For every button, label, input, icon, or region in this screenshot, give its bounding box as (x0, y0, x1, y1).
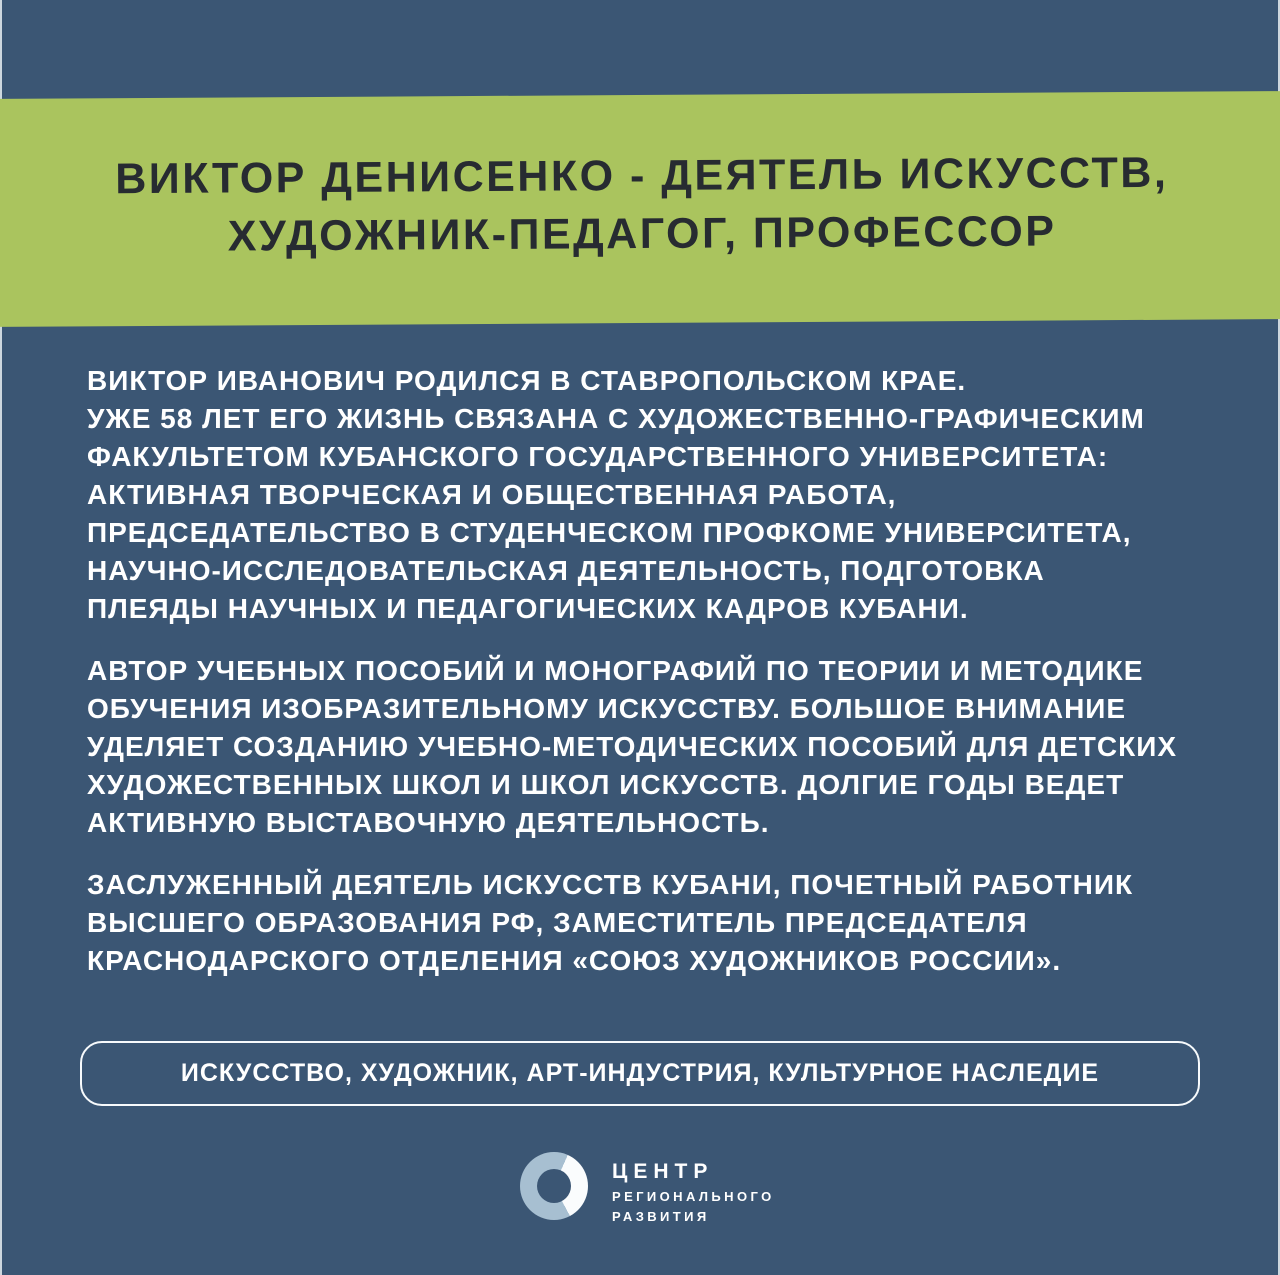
poster-background (2, 0, 1278, 1275)
logo-subtitle-line-1: РЕГИОНАЛЬНОГО (612, 1189, 775, 1204)
tags-label: ИСКУССТВО, ХУДОЖНИК, АРТ-ИНДУСТРИЯ, КУЛЬТУРНОЕ НАСЛЕДИЕ (180, 1059, 1100, 1087)
text-line: ХУДОЖЕСТВЕННЫХ ШКОЛ И ШКОЛ ИСКУССТВ. ДОЛГИЕ ГОДЫ ВЕДЕТ (87, 769, 1125, 800)
text-line: КРАСНОДАРСКОГО ОТДЕЛЕНИЯ «СОЮЗ ХУДОЖНИКОВ РОССИИ». (87, 945, 1062, 976)
text-line: УДЕЛЯЕТ СОЗДАНИЮ УЧЕБНО-МЕТОДИЧЕСКИХ ПОСОБИЙ ДЛЯ ДЕТСКИХ (87, 731, 1178, 762)
logo-text (612, 1152, 775, 1223)
text-line: АКТИВНУЮ ВЫСТАВОЧНУЮ ДЕЯТЕЛЬНОСТЬ. (87, 807, 770, 838)
body-copy (87, 362, 1208, 1004)
donut-ring-icon (520, 1152, 588, 1220)
text-line: ВЫСШЕГО ОБРАЗОВАНИЯ РФ, ЗАМЕСТИТЕЛЬ ПРЕДСЕДАТЕЛЯ (87, 907, 1028, 938)
header-band (0, 91, 1280, 327)
text-line: ОБУЧЕНИЯ ИЗОБРАЗИТЕЛЬНОМУ ИСКУССТВУ. БОЛЬШОЕ ВНИМАНИЕ (87, 693, 1127, 724)
body-paragraph-3 (87, 866, 1208, 980)
logo-subtitle-line-2: РАЗВИТИЯ (612, 1209, 710, 1224)
body-paragraph-1 (87, 362, 1208, 628)
text-line: ПРЕДСЕДАТЕЛЬСТВО В СТУДЕНЧЕСКОМ ПРОФКОМЕ УНИВЕРСИТЕТА, (87, 517, 1132, 548)
poster-title-line-2: ХУДОЖНИК-ПЕДАГОГ, ПРОФЕССОР (227, 207, 1057, 261)
text-line: ПЛЕЯДЫ НАУЧНЫХ И ПЕДАГОГИЧЕСКИХ КАДРОВ КУБАНИ. (87, 593, 969, 624)
text-line: ФАКУЛЬТЕТОМ КУБАНСКОГО ГОСУДАРСТВЕННОГО УНИВЕРСИТЕТА: (87, 441, 1109, 472)
body-paragraph-2 (87, 652, 1208, 842)
tags-pill (80, 1041, 1200, 1106)
text-line: НАУЧНО-ИССЛЕДОВАТЕЛЬСКАЯ ДЕЯТЕЛЬНОСТЬ, ПОДГОТОВКА (87, 555, 1045, 586)
text-line: ЗАСЛУЖЕННЫЙ ДЕЯТЕЛЬ ИСКУССТВ КУБАНИ, ПОЧЕТНЫЙ РАБОТНИК (87, 869, 1134, 900)
poster-title (115, 144, 1169, 266)
poster-title-line-1: ВИКТОР ДЕНИСЕНКО - ДЕЯТЕЛЬ ИСКУССТВ, (115, 148, 1169, 204)
text-line: ВИКТОР ИВАНОВИЧ РОДИЛСЯ В СТАВРОПОЛЬСКОМ КРАЕ. (87, 365, 967, 396)
text-line: АВТОР УЧЕБНЫХ ПОСОБИЙ И МОНОГРАФИЙ ПО ТЕОРИИ И МЕТОДИКЕ (87, 655, 1144, 686)
logo (520, 1152, 775, 1223)
text-line: АКТИВНАЯ ТВОРЧЕСКАЯ И ОБЩЕСТВЕННАЯ РАБОТА, (87, 479, 897, 510)
text-line: УЖЕ 58 ЛЕТ ЕГО ЖИЗНЬ СВЯЗАНА С ХУДОЖЕСТВЕННО-ГРАФИЧЕСКИМ (87, 403, 1145, 434)
logo-name: ЦЕНТР (612, 1160, 714, 1183)
